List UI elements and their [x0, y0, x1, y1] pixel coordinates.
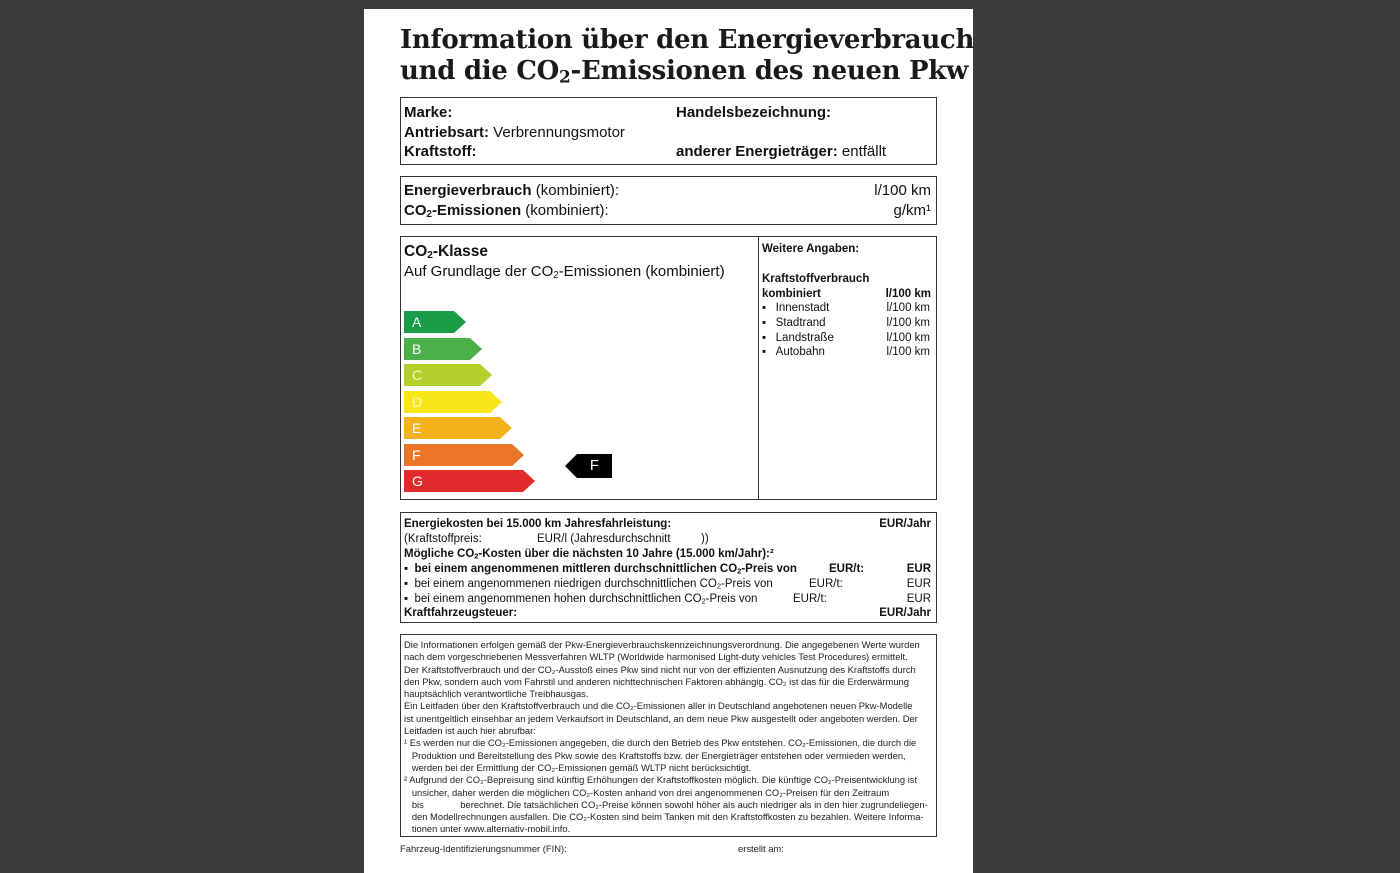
legal-text-line: Leitfaden ist auch hier abrufbar:: [404, 725, 536, 737]
co2-class-c-arrow: C: [404, 364, 480, 386]
co2-kosten-pre: Mögliche CO: [404, 548, 475, 560]
legal-text-line: bis berechnet. Die tatsächlichen CO₂-Preise können sowohl höher als auch niedriger als in den hier zugrundeliegen-: [404, 798, 928, 810]
weitere-item: [762, 345, 932, 360]
weitere-item: [762, 316, 932, 331]
title-line-2: [400, 56, 969, 87]
co2-emissionen-label: [404, 202, 521, 219]
current-class-marker: F: [577, 454, 612, 478]
antriebsart-row: [404, 124, 625, 142]
legal-text-line: Ein Leitfaden über den Kraftstoffverbrauch und die CO₂-Emissionen aller in Deutschland angebotenen neuen Pkw-Modelle: [404, 700, 913, 712]
scenario-niedrig: ▪ bei einem angenommenen niedrigen durchschnittlichen $CO_2$-Preis von: [404, 578, 773, 591]
weitere-item-unit: l/100 km: [886, 331, 930, 344]
co2-class-g-arrow: G: [404, 470, 523, 492]
kombiniert-label: kombiniert: [762, 288, 821, 300]
anderer-energietraeger-value: entfällt: [837, 143, 887, 160]
fin-label: Fahrzeug-Identifizierungsnummer (FIN):: [400, 843, 567, 854]
consumption-box: [400, 176, 937, 225]
title-co2-subscript: 2: [559, 66, 571, 87]
title-line-1: Information über den Energieverbrauch: [400, 25, 975, 55]
title-line-2-pre: und die CO: [400, 56, 560, 86]
legal-text-line: unsicher, daher werden die möglichen CO₂-Kosten anhand von drei angenommenen CO₂-Preisen für den Zeitraum: [404, 786, 890, 798]
co2-emissionen-row: [404, 202, 609, 220]
co2-class-heading: [404, 243, 488, 261]
scenario-hoch-unit: EUR/t:: [793, 593, 827, 605]
kraftstoffpreis-unit: EUR/l (Jahresdurchschnitt: [537, 533, 671, 545]
co2-kosten-sub: 2: [474, 551, 479, 561]
scenario-mittel-post: -Preis von: [741, 563, 797, 575]
weitere-item: [762, 331, 932, 346]
co2-class-subheading-sub: 2: [553, 269, 559, 281]
legal-text: [404, 639, 933, 836]
page-title: [400, 25, 975, 87]
co2-label-post: -Emissionen: [431, 202, 522, 219]
co2-kosten-post: -Kosten über die nächsten 10 Jahre (15.000 km/Jahr):²: [478, 548, 774, 560]
energieverbrauch-label: Energieverbrauch: [404, 182, 532, 199]
weitere-item-label: ▪ Autobahn: [762, 346, 825, 359]
energiekosten-unit: EUR/Jahr: [879, 518, 931, 530]
weitere-item-label: ▪ Landstraße: [762, 331, 834, 344]
marke-label: Marke:: [404, 104, 453, 121]
weitere-item-label: ▪ Innenstadt: [762, 302, 830, 314]
scenario-niedrig-text: bei einem angenommenen niedrigen durchschnittlichen CO: [414, 578, 717, 590]
energy-label-page: [364, 9, 973, 873]
legal-text-line: nach dem vorgeschriebenen Messverfahren WLTP (Worldwide harmonised Light-duty vehicles Test Procedures) ermittelt.: [404, 651, 908, 663]
handelsbezeichnung-label: Handelsbezeichnung:: [676, 104, 832, 121]
anderer-energietraeger-row: [676, 143, 886, 161]
scenario-mittel: ▪ bei einem angenommenen mittleren durchschnittlichen $CO_2$-Preis von: [404, 563, 797, 576]
energiekosten-label: Energiekosten bei 15.000 km Jahresfahrleistung:: [404, 518, 672, 530]
kraftstoffverbrauch-heading: Kraftstoffverbrauch: [762, 273, 870, 285]
weitere-item-unit: l/100 km: [886, 346, 930, 359]
kraftstoff-label: Kraftstoff:: [404, 143, 477, 160]
co2-class-subheading: [404, 263, 725, 281]
weitere-item-unit: l/100 km: [886, 316, 930, 329]
weitere-item-label: ▪ Stadtrand: [762, 316, 826, 329]
antriebsart-label: Antriebsart:: [404, 124, 490, 141]
weitere-items-list: [762, 301, 932, 360]
energieverbrauch-suffix: (kombiniert):: [531, 182, 620, 199]
legal-text-line: Produktion und Bereitstellung des Pkw sowie des Kraftstoffs bzw. der Energieträger entstehen oder vermieden werden,: [404, 749, 906, 761]
weitere-item: [762, 301, 932, 316]
scenario-niedrig-sub: 2: [716, 581, 721, 591]
co2-class-d-arrow: D: [404, 391, 490, 413]
co2-label-sub: 2: [426, 208, 432, 220]
co2-kosten-heading: [404, 547, 774, 562]
weitere-angaben-heading: Weitere Angaben:: [762, 243, 860, 255]
title-line-2-post: -Emissionen des neuen Pkw: [570, 56, 969, 86]
legal-text-line: ² Aufgrund der CO₂-Bepreisung sind künftig Erhöhungen der Kraftstoffkosten möglich. Die künftige CO₂-Preisentwicklung ist: [404, 774, 918, 786]
legal-text-line: ist unentgeltlich einsehbar an jedem Verkaufsort in Deutschland, an dem neue Pkw ausgestellt oder angeboten werden. Der: [404, 712, 918, 724]
co2-class-heading-post: -Klasse: [432, 243, 489, 260]
co2-class-a-arrow: A: [404, 311, 454, 333]
legal-text-line: den Pkw, sondern auch vom Fahrstil und anderen nichttechnischen Faktoren abhängig. CO₂ ist das für die Erderwärmung: [404, 675, 909, 687]
scenario-mittel-unit: EUR/t:: [829, 563, 865, 575]
energieverbrauch-unit: l/100 km: [874, 182, 931, 199]
scenario-mittel-text: bei einem angenommenen mittleren durchschnittlichen CO: [414, 563, 738, 575]
scenario-hoch: ▪ bei einem angenommenen hohen durchschnittlichen $CO_2$-Preis von: [404, 593, 758, 606]
co2-emissionen-unit: g/km¹: [893, 202, 931, 219]
energieverbrauch-row: [404, 182, 619, 200]
legal-text-line: den Modellrechnungen ausfallen. Die CO₂-Kosten sind beim Tanken mit den Kraftstoffkosten zu bezahlen. Weitere Informa-: [404, 811, 924, 823]
scenario-hoch-sub: 2: [701, 596, 706, 606]
scenario-mittel-sub: 2: [737, 566, 742, 576]
co2-label-pre: CO: [404, 202, 427, 219]
co2-class-heading-sub: 2: [427, 250, 433, 261]
weitere-item-unit: l/100 km: [886, 302, 930, 314]
kraftfahrzeugsteuer-label: Kraftfahrzeugsteuer:: [404, 607, 518, 619]
scenario-hoch-text: bei einem angenommenen hohen durchschnittlichen CO: [414, 593, 702, 605]
legal-text-line: ¹ Es werden nur die CO₂-Emissionen angegeben, die durch den Betrieb des Pkw entstehen. CO₂-Emissionen, die durch die: [404, 737, 917, 749]
co2-class-f-arrow: F: [404, 444, 512, 466]
co2-emissionen-suffix: (kombiniert):: [521, 202, 609, 219]
scenario-niedrig-unit: EUR/t:: [809, 578, 843, 590]
anderer-energietraeger-label: anderer Energieträger:: [676, 143, 838, 160]
costs-box: [400, 512, 937, 623]
antriebsart-value: Verbrennungsmotor: [489, 124, 625, 141]
scenario-niedrig-post: -Preis von: [721, 578, 773, 590]
kombiniert-unit: l/100 km: [885, 288, 931, 300]
kraftfahrzeugsteuer-unit: EUR/Jahr: [879, 607, 931, 619]
co2-class-subheading-pre: Auf Grundlage der CO: [404, 263, 554, 280]
legal-text-line: hauptsächlich verantwortliche Treibhausgas.: [404, 688, 589, 700]
scenario-mittel-value: EUR: [906, 563, 931, 575]
legal-text-line: werden bei der Ermittlung der CO₂-Emissionen gemäß WLTP nicht berücksichtigt.: [404, 761, 752, 773]
legal-text-box: [400, 634, 937, 837]
erstellt-am-label: erstellt am:: [738, 843, 784, 854]
co2-class-b-arrow: B: [404, 338, 470, 360]
legal-text-line: Die Informationen erfolgen gemäß der Pkw-Energieverbrauchskennzeichnungsverordnung. Die angegebenen Werte wurden: [404, 639, 920, 650]
kraftstoffpreis-label: (Kraftstoffpreis:: [404, 533, 482, 545]
co2-class-subheading-post: -Emissionen (kombiniert): [558, 263, 725, 280]
co2-class-heading-pre: CO: [404, 243, 428, 260]
vehicle-info-box: [400, 97, 937, 165]
legal-text-line: tionen unter www.alternativ-mobil.info.: [404, 823, 571, 835]
legal-text-line: Der Kraftstoffverbrauch und der CO₂-Ausstoß eines Pkw sind nicht nur von der effizienten Ausnutzung des Kraftstoffs durch: [404, 663, 916, 675]
co2-class-e-arrow: E: [404, 417, 500, 439]
scenario-hoch-value: EUR: [906, 593, 931, 605]
kraftstoffpreis-close: )): [701, 533, 709, 545]
scenario-niedrig-value: EUR: [906, 578, 931, 590]
weitere-angaben-box: [758, 236, 937, 500]
scenario-hoch-post: -Preis von: [705, 593, 758, 605]
